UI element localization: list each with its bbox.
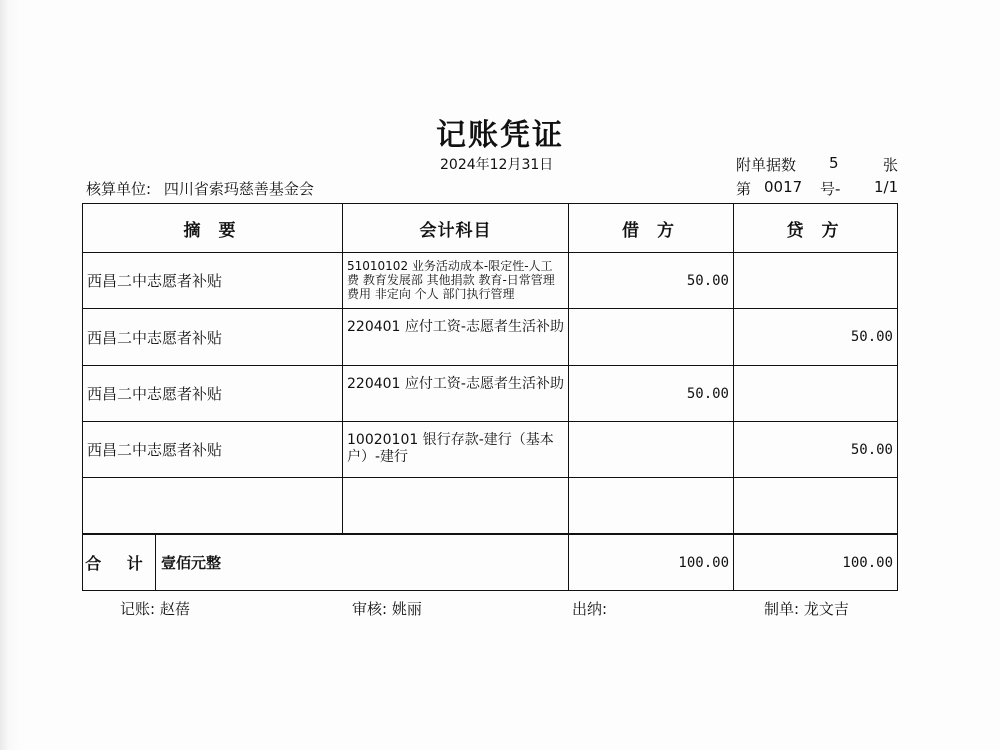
header-summary: 摘 要 bbox=[183, 220, 242, 241]
row-account-empty bbox=[343, 478, 568, 533]
reviewer-signature: 审核: 姚丽 bbox=[352, 600, 422, 618]
row-summary: 西昌二中志愿者补贴 bbox=[87, 385, 223, 403]
header-credit: 贷 方 bbox=[786, 220, 845, 241]
row-credit bbox=[734, 253, 897, 308]
row-credit-empty bbox=[734, 478, 897, 533]
voucher-table bbox=[82, 203, 898, 591]
header-debit: 借 方 bbox=[622, 220, 680, 241]
total-amount-words: 壹佰元整 bbox=[161, 554, 222, 572]
row-account: 51010102 业务活动成本-限定性-人工费 教育发展部 其他捐款 教育-日常管理费用 非定向 个人 部门执行管理 bbox=[347, 259, 555, 301]
row-credit: 50.00 bbox=[850, 441, 893, 458]
row-credit: 50.00 bbox=[850, 329, 893, 345]
row-credit bbox=[734, 366, 897, 421]
voucher-date: 2024年12月31日 bbox=[440, 157, 554, 173]
total-debit: 100.00 bbox=[678, 554, 729, 571]
accounting-unit bbox=[86, 178, 314, 199]
row-debit: 50.00 bbox=[686, 385, 729, 402]
row-summary: 西昌二中志愿者补贴 bbox=[87, 328, 223, 347]
bookkeeper-signature: 记账: 赵蓓 bbox=[120, 600, 190, 618]
row-summary-empty bbox=[83, 478, 342, 533]
attachments-label: 附单据数 bbox=[736, 156, 797, 174]
voucher-title: 记账凭证 bbox=[436, 118, 564, 153]
preparer-signature: 制单: 龙文吉 bbox=[764, 600, 849, 618]
accounting-unit-label: 核算单位: bbox=[86, 180, 152, 198]
total-credit: 100.00 bbox=[842, 554, 893, 571]
row-account: 220401 应付工资-志愿者生活补助 bbox=[347, 319, 564, 335]
row-debit bbox=[569, 422, 733, 477]
row-summary: 西昌二中志愿者补贴 bbox=[87, 272, 223, 290]
voucher-number-value: 0017 bbox=[764, 178, 803, 196]
attachments-unit: 张 bbox=[883, 156, 899, 174]
row-account: 10020101 银行存款-建行（基本户）-建行 bbox=[347, 432, 554, 465]
row-account: 220401 应付工资-志愿者生活补助 bbox=[347, 376, 564, 392]
total-label: 合 计 bbox=[85, 554, 153, 573]
accounting-unit-name: 四川省索玛慈善基金会 bbox=[163, 180, 314, 198]
row-debit: 50.00 bbox=[686, 272, 729, 289]
row-summary: 西昌二中志愿者补贴 bbox=[87, 441, 223, 459]
voucher-number-suffix: 号- bbox=[820, 180, 841, 198]
attachments-number: 5 bbox=[829, 154, 839, 172]
attachments-count bbox=[736, 154, 906, 175]
voucher-page: 1/1 bbox=[874, 178, 899, 196]
row-debit-empty bbox=[569, 478, 733, 533]
voucher-number-prefix: 第 bbox=[736, 180, 752, 198]
cashier-signature: 出纳: bbox=[572, 600, 608, 618]
row-debit bbox=[569, 309, 733, 365]
header-account: 会计科目 bbox=[419, 220, 492, 241]
